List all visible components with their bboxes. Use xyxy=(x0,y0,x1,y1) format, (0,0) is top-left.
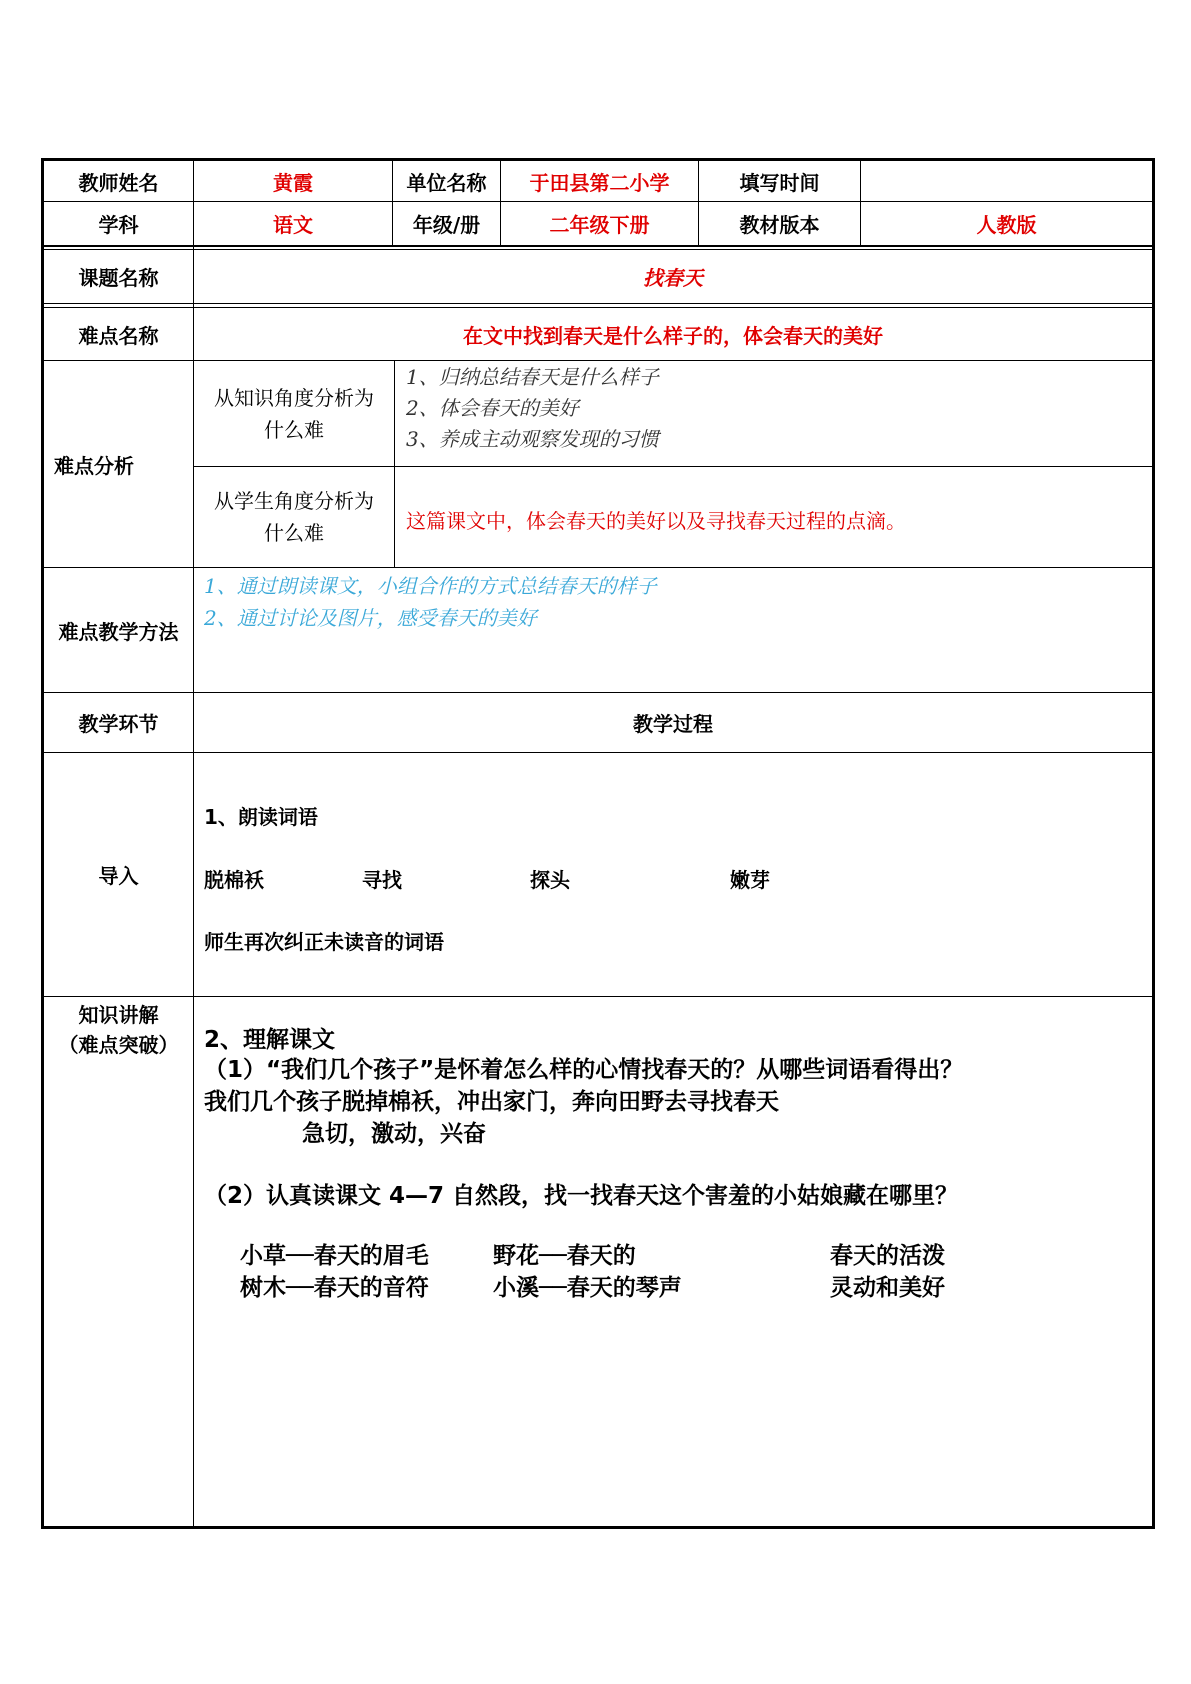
knowledge-question-1-text: 我们几个孩子脱掉棉袄，冲出家门，奔向田野去寻找春天 xyxy=(204,1089,779,1115)
list-item: 小溪──春天的琴声 xyxy=(493,1275,682,1301)
pairs-column-1 xyxy=(240,1240,429,1304)
student-angle-label-line: 从学生角度分析为 xyxy=(214,489,374,513)
list-item: 3、养成主动观察发现的习惯 xyxy=(406,427,659,451)
intro-title: 1、朗读词语 xyxy=(204,805,318,829)
knowledge-label-line: （难点突破） xyxy=(58,1033,179,1057)
teacher-name-value: 黄霞 xyxy=(273,170,313,195)
list-item: 1、归纳总结春天是什么样子 xyxy=(406,365,659,389)
list-item: 灵动和美好 xyxy=(830,1275,945,1301)
unit-name-label: 单位名称 xyxy=(406,170,487,195)
intro-note: 师生再次纠正未读音的词语 xyxy=(204,930,444,954)
edition-value: 人教版 xyxy=(976,213,1037,237)
intro-word: 寻找 xyxy=(362,868,402,892)
knowledge-items xyxy=(406,362,659,455)
intro-word: 脱棉袄 xyxy=(204,868,264,892)
intro-label: 导入 xyxy=(98,864,139,888)
grade-value: 二年级下册 xyxy=(549,213,650,237)
student-angle-label xyxy=(194,467,394,567)
knowledge-title: 2、理解课文 xyxy=(204,1027,336,1053)
list-item: 树木──春天的音符 xyxy=(240,1275,429,1301)
process-label: 教学环节 xyxy=(78,712,159,736)
topic-label: 课题名称 xyxy=(78,266,159,290)
list-item: 2、体会春天的美好 xyxy=(406,396,579,420)
list-item: 1、通过朗读课文，小组合作的方式总结春天的样子 xyxy=(204,574,657,598)
fill-time-value xyxy=(861,161,1152,201)
pairs-column-3 xyxy=(830,1240,945,1304)
list-item: 小草──春天的眉毛 xyxy=(240,1243,429,1269)
intro-word: 嫩芽 xyxy=(730,868,770,892)
list-item: 野花──春天的 xyxy=(493,1243,636,1269)
knowledge-angle-label xyxy=(194,361,394,466)
subject-label: 学科 xyxy=(98,213,139,237)
knowledge-label-line: 知识讲解 xyxy=(78,1003,159,1027)
divider xyxy=(394,360,395,568)
pairs-column-2 xyxy=(493,1240,682,1304)
student-angle-label-line: 什么难 xyxy=(264,521,324,545)
grade-label: 年级/册 xyxy=(412,213,481,237)
intro-word: 探头 xyxy=(530,868,570,892)
student-angle-value: 这篇课文中，体会春天的美好以及寻找春天过程的点滴。 xyxy=(406,509,906,533)
divider xyxy=(41,567,1155,568)
knowledge-label xyxy=(44,1000,193,1060)
method-items xyxy=(204,570,657,634)
edition-label: 教材版本 xyxy=(739,213,820,237)
knowledge-angle-label-line: 什么难 xyxy=(264,417,324,442)
divider xyxy=(41,752,1155,753)
topic-value: 找春天 xyxy=(643,266,703,290)
method-label: 难点教学方法 xyxy=(58,619,179,644)
fill-time-label: 填写时间 xyxy=(739,170,820,195)
difficulty-value: 在文中找到春天是什么样子的，体会春天的美好 xyxy=(463,323,883,348)
analysis-label: 难点分析 xyxy=(54,453,134,478)
list-item: 2、通过讨论及图片，感受春天的美好 xyxy=(204,606,537,630)
list-item: 春天的活泼 xyxy=(830,1243,945,1269)
knowledge-angle-label-line: 从知识角度分析为 xyxy=(214,385,374,410)
subject-value: 语文 xyxy=(273,213,313,237)
teacher-name-label: 教师姓名 xyxy=(78,170,159,195)
knowledge-question-1: （1）“我们几个孩子”是怀着怎么样的心情找春天的？从哪些词语看得出？ xyxy=(204,1057,964,1083)
knowledge-question-1-answer: 急切，激动，兴奋 xyxy=(302,1121,486,1147)
divider xyxy=(41,245,1155,247)
process-value: 教学过程 xyxy=(633,712,713,736)
unit-name-value: 于田县第二小学 xyxy=(529,170,670,195)
divider xyxy=(41,303,1155,304)
divider xyxy=(41,996,1155,997)
difficulty-label: 难点名称 xyxy=(78,323,159,348)
knowledge-question-2: （2）认真读课文 4—7 自然段，找一找春天这个害羞的小姑娘藏在哪里？ xyxy=(204,1183,959,1209)
